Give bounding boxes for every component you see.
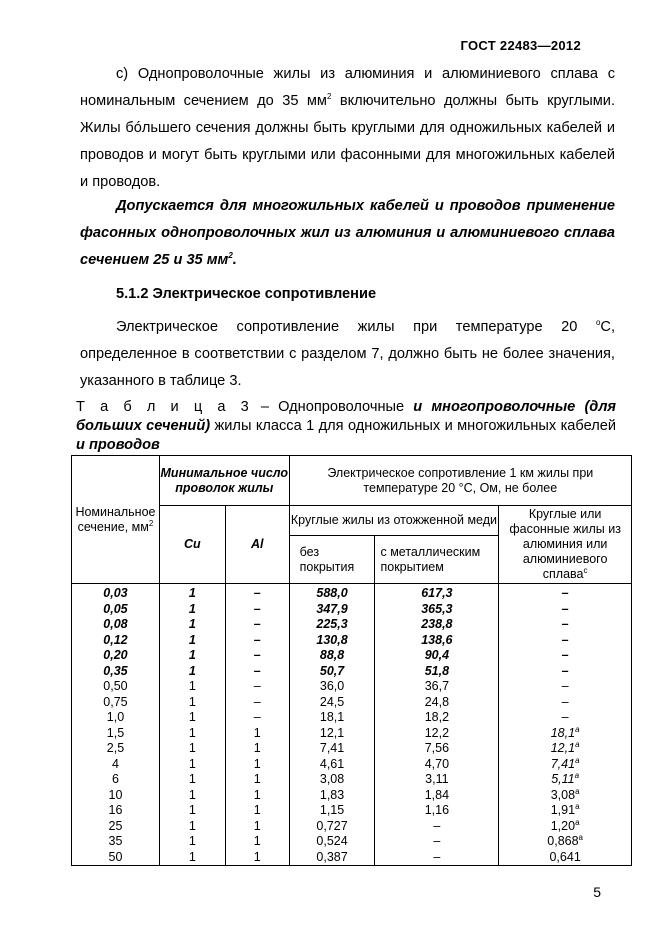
cell-cu: 1 — [159, 695, 225, 711]
cell-bare: 50,7 — [289, 664, 375, 680]
table-row — [72, 726, 632, 742]
header-min-wires: Минимальное число проволок жилы — [159, 456, 289, 506]
cell-coated: 90,4 — [375, 648, 499, 664]
cell-al: – — [225, 602, 289, 618]
table-row — [72, 757, 632, 773]
header-resistance: Электрическое сопротивление 1 км жилы при температуре 20 °С, Ом, не более — [289, 456, 631, 506]
cell-bare: 0,524 — [289, 834, 375, 850]
cell-section: 0,35 — [72, 664, 160, 680]
table-row — [72, 664, 632, 680]
cell-bare: 18,1 — [289, 710, 375, 726]
cell-section: 35 — [72, 834, 160, 850]
table-row — [72, 819, 632, 835]
cell-coated: 1,16 — [375, 803, 499, 819]
cell-al: – — [225, 633, 289, 649]
table-row — [72, 633, 632, 649]
header-round-shaped: Круглые или фасонные жилы из алюминия или алюминиевого сплава$^с$ — [499, 506, 632, 584]
cell-al: – — [225, 584, 289, 602]
table-row — [72, 803, 632, 819]
cell-bare: 0,727 — [289, 819, 375, 835]
cell-al: – — [225, 664, 289, 680]
header-no-coating: без покрытия — [289, 536, 375, 584]
cell-al: – — [225, 617, 289, 633]
cell-cu: 1 — [159, 834, 225, 850]
cell-aluminium: 5,11$^a$ — [499, 772, 632, 788]
cell-section: 2,5 — [72, 741, 160, 757]
cell-coated: 365,3 — [375, 602, 499, 618]
cell-section: 16 — [72, 803, 160, 819]
cell-al: 1 — [225, 819, 289, 835]
cell-coated: – — [375, 850, 499, 866]
paragraph-allowance: Допускается для многожильных кабелей и проводов применение фасонных однопроволочных жил из алюминия и алюминиевого сплава сечением 25 и 35 $мм^2$. — [80, 198, 615, 268]
table-row — [72, 617, 632, 633]
table-body — [72, 584, 632, 866]
cell-section: 1,5 — [72, 726, 160, 742]
cell-section: 0,12 — [72, 633, 160, 649]
paragraph-c: с) Однопроволочные жилы из алюминия и алюминиевого сплава с номинальным сечением до 35 $мм^2$ включительно должны быть круглыми. Жилы бóльшего сечения должны быть круглыми для одножильных кабелей и проводов и могут быть круглыми или фасонными для многожильных кабелей и проводов. — [80, 66, 615, 190]
cell-aluminium: 0,868$^a$ — [499, 834, 632, 850]
cell-aluminium: 18,1$^a$ — [499, 726, 632, 742]
cell-bare: 1,15 — [289, 803, 375, 819]
cell-bare: 130,8 — [289, 633, 375, 649]
cell-aluminium: – — [499, 602, 632, 618]
cell-bare: 347,9 — [289, 602, 375, 618]
cell-al: 1 — [225, 850, 289, 866]
cell-cu: 1 — [159, 664, 225, 680]
header-round-copper: Круглые жилы из отожженной меди — [289, 506, 499, 536]
cell-aluminium: – — [499, 679, 632, 695]
cell-cu: 1 — [159, 617, 225, 633]
cell-coated: 238,8 — [375, 617, 499, 633]
cell-cu: 1 — [159, 584, 225, 602]
cell-cu: 1 — [159, 726, 225, 742]
table-row — [72, 710, 632, 726]
cell-coated: 12,2 — [375, 726, 499, 742]
cell-cu: 1 — [159, 710, 225, 726]
cell-cu: 1 — [159, 803, 225, 819]
cell-section: 4 — [72, 757, 160, 773]
paragraph-resistance: Электрическое сопротивление жилы при температуре 20 $^о$С, определенное в соответствии с разделом 7, должно быть не более значения, указанного в таблице 3. — [80, 318, 615, 389]
cell-section: 0,08 — [72, 617, 160, 633]
cell-section: 25 — [72, 819, 160, 835]
cell-cu: 1 — [159, 757, 225, 773]
cell-section: 0,03 — [72, 584, 160, 602]
cell-cu: 1 — [159, 850, 225, 866]
table-row — [72, 584, 632, 602]
header-al: Al — [225, 506, 289, 584]
cell-al: 1 — [225, 772, 289, 788]
cell-al: – — [225, 648, 289, 664]
cell-cu: 1 — [159, 633, 225, 649]
cell-bare: 3,08 — [289, 772, 375, 788]
cell-al: 1 — [225, 834, 289, 850]
cell-bare: 4,61 — [289, 757, 375, 773]
cell-cu: 1 — [159, 819, 225, 835]
table-row — [72, 679, 632, 695]
cell-coated: 138,6 — [375, 633, 499, 649]
cell-al: 1 — [225, 741, 289, 757]
cell-coated: 1,84 — [375, 788, 499, 804]
cell-al: 1 — [225, 803, 289, 819]
table-row — [72, 788, 632, 804]
section-title: 5.1.2 Электрическое сопротивление — [116, 286, 377, 302]
cell-aluminium: 0,641 — [499, 850, 632, 866]
cell-bare: 24,5 — [289, 695, 375, 711]
table-row — [72, 834, 632, 850]
cell-section: 50 — [72, 850, 160, 866]
cell-coated: 7,56 — [375, 741, 499, 757]
cell-bare: 7,41 — [289, 741, 375, 757]
cell-aluminium: – — [499, 617, 632, 633]
header-metal-coating: с металлическим покрытием — [375, 536, 499, 584]
cell-bare: 1,83 — [289, 788, 375, 804]
cell-aluminium: – — [499, 633, 632, 649]
table-caption: Т а б л и ц а 3 – Однопроволочные и многопроволочные (для больших сечений) жилы класса 1 для одножильных и многожильных кабелей и проводов — [76, 399, 617, 453]
cell-coated: 18,2 — [375, 710, 499, 726]
resistance-table — [71, 455, 632, 866]
cell-aluminium: – — [499, 710, 632, 726]
cell-al: – — [225, 695, 289, 711]
table-row — [72, 695, 632, 711]
cell-cu: 1 — [159, 648, 225, 664]
cell-aluminium: 7,41$^a$ — [499, 757, 632, 773]
cell-cu: 1 — [159, 788, 225, 804]
cell-cu: 1 — [159, 602, 225, 618]
table-row — [72, 648, 632, 664]
cell-coated: 617,3 — [375, 584, 499, 602]
cell-al: 1 — [225, 757, 289, 773]
cell-coated: 24,8 — [375, 695, 499, 711]
cell-al: 1 — [225, 726, 289, 742]
cell-aluminium: 3,08$^a$ — [499, 788, 632, 804]
cell-aluminium: – — [499, 664, 632, 680]
cell-bare: 12,1 — [289, 726, 375, 742]
table-row — [72, 772, 632, 788]
cell-section: 10 — [72, 788, 160, 804]
cell-section: 6 — [72, 772, 160, 788]
table-row — [72, 850, 632, 866]
header-cu: Cu — [159, 506, 225, 584]
cell-cu: 1 — [159, 741, 225, 757]
cell-aluminium: 1,20$^a$ — [499, 819, 632, 835]
cell-section: 0,50 — [72, 679, 160, 695]
cell-aluminium: – — [499, 648, 632, 664]
cell-al: – — [225, 710, 289, 726]
cell-al: – — [225, 679, 289, 695]
cell-aluminium: – — [499, 584, 632, 602]
cell-bare: 588,0 — [289, 584, 375, 602]
cell-bare: 225,3 — [289, 617, 375, 633]
page-number: 5 — [593, 884, 601, 900]
cell-al: 1 — [225, 788, 289, 804]
table-row — [72, 602, 632, 618]
cell-coated: 36,7 — [375, 679, 499, 695]
cell-section: 0,20 — [72, 648, 160, 664]
cell-bare: 0,387 — [289, 850, 375, 866]
cell-bare: 36,0 — [289, 679, 375, 695]
cell-coated: – — [375, 834, 499, 850]
cell-bare: 88,8 — [289, 648, 375, 664]
cell-aluminium: – — [499, 695, 632, 711]
cell-coated: 3,11 — [375, 772, 499, 788]
cell-section: 1,0 — [72, 710, 160, 726]
cell-aluminium: 1,91$^a$ — [499, 803, 632, 819]
cell-coated: – — [375, 819, 499, 835]
cell-coated: 4,70 — [375, 757, 499, 773]
cell-aluminium: 12,1$^a$ — [499, 741, 632, 757]
cell-section: 0,05 — [72, 602, 160, 618]
header-nominal-section: Номинальное сечение, $мм^2$ — [72, 456, 160, 584]
cell-cu: 1 — [159, 679, 225, 695]
cell-coated: 51,8 — [375, 664, 499, 680]
cell-section: 0,75 — [72, 695, 160, 711]
table-row — [72, 741, 632, 757]
cell-cu: 1 — [159, 772, 225, 788]
document-header: ГОСТ 22483—2012 — [460, 38, 581, 53]
